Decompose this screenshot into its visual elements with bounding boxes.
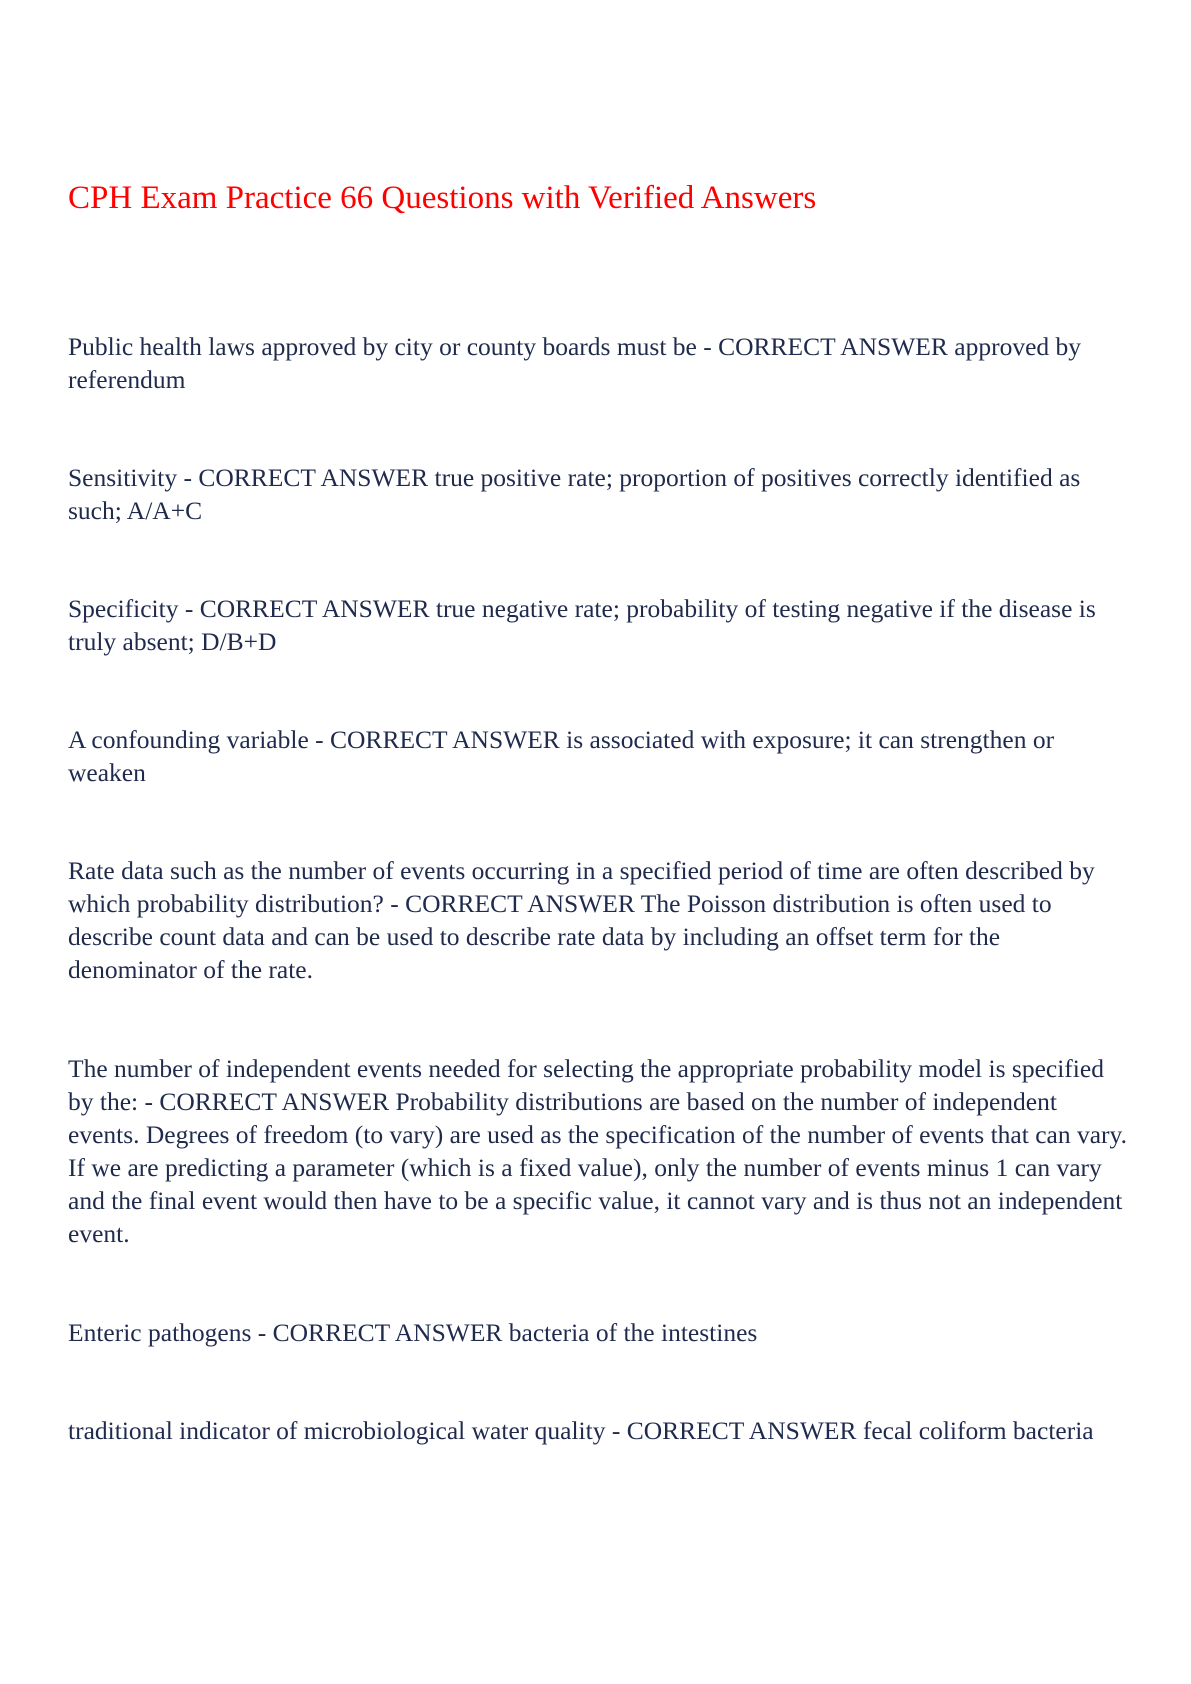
qa-item: Public health laws approved by city or county boards must be - CORRECT ANSWER approved by referendum <box>68 332 1082 394</box>
document-title: CPH Exam Practice 66 Questions with Verified Answers <box>68 180 817 216</box>
qa-item: Rate data such as the number of events occurring in a specified period of time are often described by which probability distribution? - CORRECT ANSWER The Poisson distribution is often used to describe count data and can be used to describe rate data by including an offset term for the denominator of the rate. <box>68 856 1095 984</box>
qa-item: Specificity - CORRECT ANSWER true negative rate; probability of testing negative if the disease is truly absent; D/B+D <box>68 594 1096 656</box>
qa-item: Sensitivity - CORRECT ANSWER true positive rate; proportion of positives correctly identified as such; A/A+C <box>68 463 1081 525</box>
qa-item: traditional indicator of microbiological water quality - CORRECT ANSWER fecal coliform bacteria <box>68 1416 1094 1445</box>
qa-item: A confounding variable - CORRECT ANSWER is associated with exposure; it can strengthen or weaken <box>68 725 1055 787</box>
qa-item: The number of independent events needed for selecting the appropriate probability model is specified by the: - CORRECT ANSWER Probability distributions are based on the number of independent events. Degrees of freedom (to vary) are used as the specification of the number of events that can vary. If we are predicting a parameter (which is a fixed value), only the number of events minus 1 can vary and the final event would then have to be a specific value, it cannot vary and is thus not an independent event. <box>68 1054 1127 1248</box>
qa-item: Enteric pathogens - CORRECT ANSWER bacteria of the intestines <box>68 1318 758 1347</box>
